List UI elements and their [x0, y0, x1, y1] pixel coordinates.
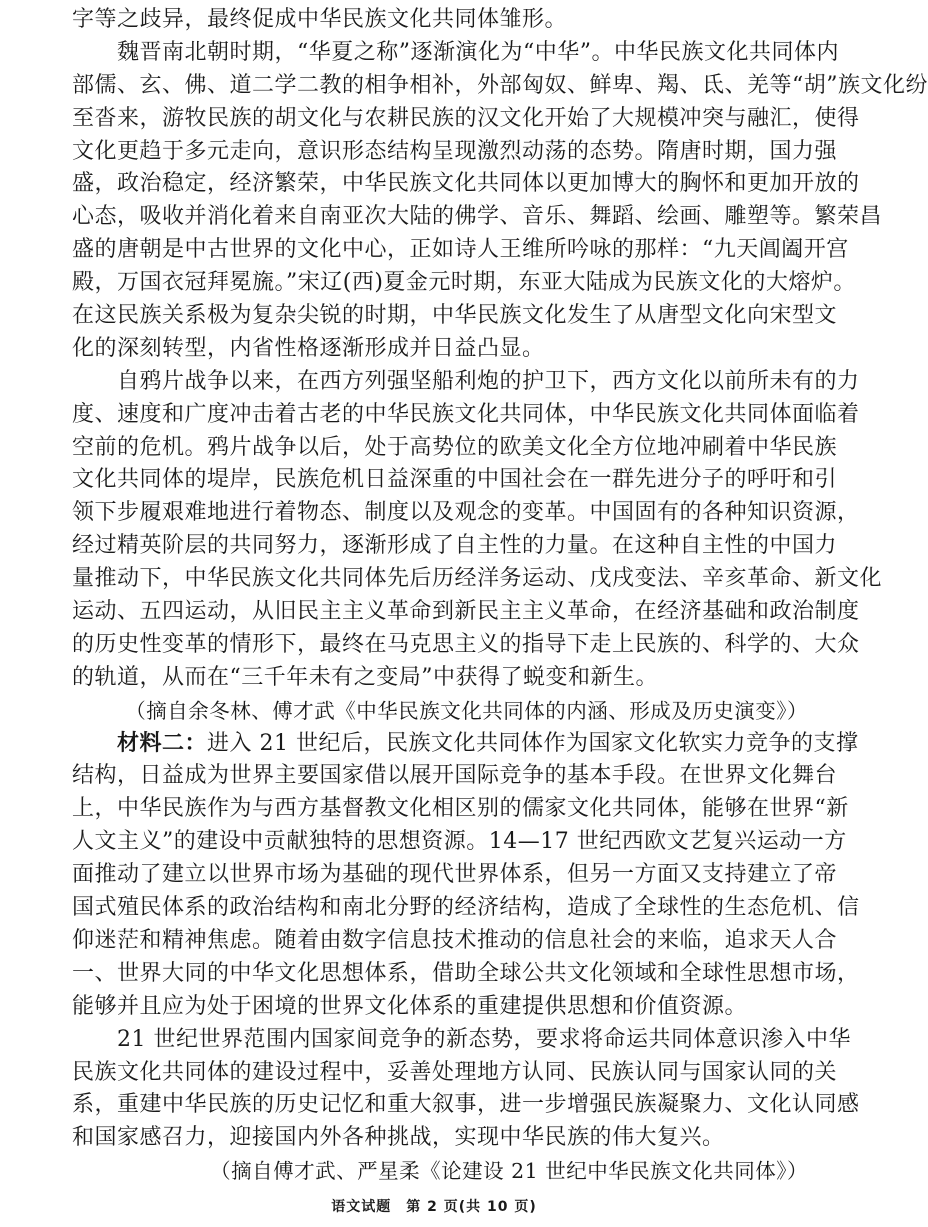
text-line: 国式殖民体系的政治结构和南北分野的经济结构，造成了全球性的生态危机、信 — [72, 895, 860, 921]
text-line: 至沓来，游牧民族的胡文化与农耕民族的汉文化开始了大规模冲突与融汇，使得 — [72, 105, 860, 131]
text-line: 的历史性变革的情形下，最终在马克思主义的指导下走上民族的、科学的、大众 — [72, 631, 860, 657]
page-footer: 语文试题 第 2 页(共 10 页) — [331, 1199, 537, 1215]
text-line: 民族文化共同体的建设过程中，妥善处理地方认同、民族认同与国家认同的关 — [72, 1059, 838, 1085]
material-two-first-line — [72, 728, 859, 761]
text-line: 量推动下，中华民族文化共同体先后历经洋务运动、戊戌变法、辛亥革命、新文化 — [72, 566, 883, 592]
text-line: 能够并且应为处于困境的世界文化体系的重建提供思想和价值资源。 — [72, 993, 748, 1019]
text-line: 殿，万国衣冠拜冕旒。”宋辽(西)夏金元时期，东亚大陆成为民族文化的大熔炉。 — [72, 270, 856, 296]
text-line: 文化更趋于多元走向，意识形态结构呈现激烈动荡的态势。隋唐时期，国力强 — [72, 138, 838, 164]
text-line: 仰迷茫和精神焦虑。随着由数字信息技术推动的信息社会的来临，追求天人合 — [72, 927, 838, 953]
document-body — [72, 4, 928, 1188]
text-line: 领下步履艰难地进行着物态、制度以及观念的变革。中国固有的各种知识资源， — [72, 500, 860, 526]
source-citation: （摘自傅才武、严星柔《论建设 21 世纪中华民族文化共同体》） — [210, 1159, 808, 1184]
text-line: 21 世纪世界范围内国家间竞争的新态势，要求将命运共同体意识渗入中华 — [72, 1026, 851, 1052]
text-line: 运动、五四运动，从旧民主主义革命到新民主主义革命，在经济基础和政治制度 — [72, 599, 860, 625]
text-line: 经过精英阶层的共同努力，逐渐形成了自主性的力量。在这种自主性的中国力 — [72, 533, 838, 559]
text-line: 结构，日益成为世界主要国家借以展开国际竞争的基本手段。在世界文化舞台 — [72, 763, 838, 789]
text-line: 盛的唐朝是中古世界的文化中心，正如诗人王维所吟咏的那样：“九天阊阖开宫 — [72, 237, 849, 263]
text-line: 部儒、玄、佛、道二学二教的相争相补，外部匈奴、鲜卑、羯、氐、羌等“胡”族文化纷 — [72, 72, 928, 98]
text-line: 在这民族关系极为复杂尖锐的时期，中华民族文化发生了从唐型文化向宋型文 — [72, 303, 838, 329]
text-line: 和国家感召力，迎接国内外各种挑战，实现中华民族的伟大复兴。 — [72, 1125, 725, 1151]
text-line: 进入 21 世纪后，民族文化共同体作为国家文化软实力竞争的支撑 — [207, 730, 859, 756]
text-line: 的轨道，从而在“三千年未有之变局”中获得了蜕变和新生。 — [72, 664, 658, 690]
text-line: 面推动了建立以世界市场为基础的现代世界体系，但另一方面又支持建立了帝 — [72, 862, 838, 888]
source-citation: （摘自余冬林、傅才武《中华民族文化共同体的内涵、形成及历史演变》） — [125, 698, 808, 723]
text-line: 字等之歧异，最终促成中华民族文化共同体雏形。 — [72, 7, 568, 32]
text-line: 文化共同体的堤岸，民族危机日益深重的中国社会在一群先进分子的呼吁和引 — [72, 467, 838, 493]
text-line: 盛，政治稳定，经济繁荣，中华民族文化共同体以更加博大的胸怀和更加开放的 — [72, 171, 860, 197]
text-line: 人文主义”的建设中贡献独特的思想资源。14—17 世纪西欧文艺复兴运动一方 — [72, 829, 847, 855]
text-line: 上，中华民族作为与西方基督教文化相区别的儒家文化共同体，能够在世界“新 — [72, 796, 849, 822]
text-line: 系，重建中华民族的历史记忆和重大叙事，进一步增强民族凝聚力、文化认同感 — [72, 1092, 860, 1118]
text-line: 魏晋南北朝时期，“华夏之称”逐渐演化为“中华”。中华民族文化共同体内 — [72, 39, 839, 65]
text-line: 心态，吸收并消化着来自南亚次大陆的佛学、音乐、舞蹈、绘画、雕塑等。繁荣昌 — [72, 204, 883, 230]
material-label: 材料二： — [72, 730, 208, 756]
text-line: 自鸦片战争以来，在西方列强坚船利炮的护卫下，西方文化以前所未有的力 — [72, 368, 860, 394]
text-line: 度、速度和广度冲击着古老的中华民族文化共同体，中华民族文化共同体面临着 — [72, 401, 860, 427]
text-line: 空前的危机。鸦片战争以后，处于高势位的欧美文化全方位地冲刷着中华民族 — [72, 434, 838, 460]
text-line: 一、世界大同的中华文化思想体系，借助全球公共文化领域和全球性思想市场， — [72, 960, 860, 986]
text-line: 化的深刻转型，内省性格逐渐形成并日益凸显。 — [72, 335, 545, 361]
